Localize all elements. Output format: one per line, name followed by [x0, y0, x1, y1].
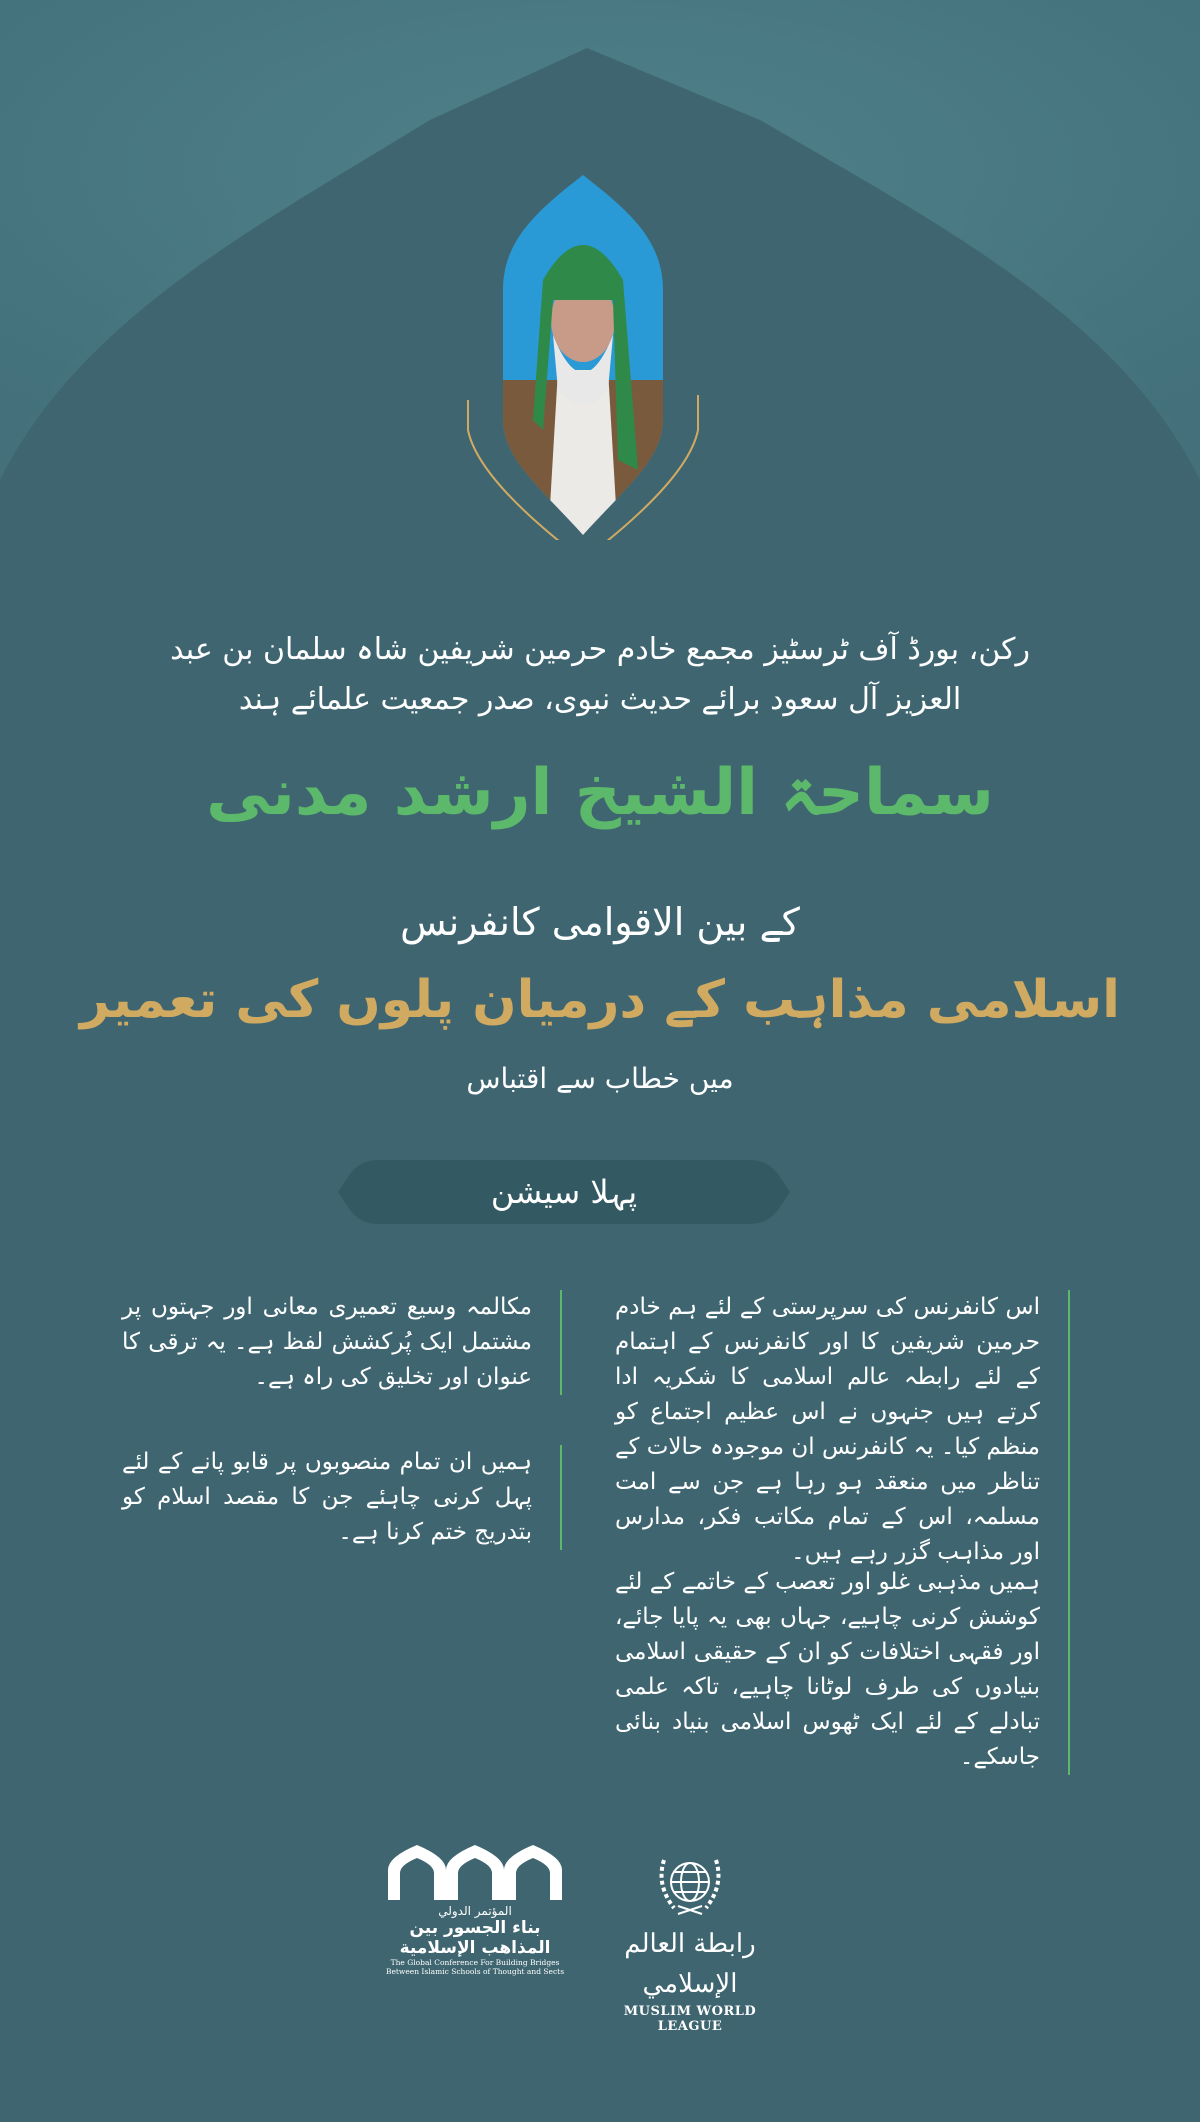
- domes-icon: [388, 1845, 563, 1900]
- quote-left-2: ہمیں ان تمام منصوبوں پر قابو پانے کے لئے پہل کرنی چاہئے جن کا مقصد اسلام کو بتدریج ختم کرنا ہے۔: [122, 1445, 562, 1550]
- conference-title: اسلامی مذاہب کے درمیان پلوں کی تعمیر: [80, 970, 1120, 1030]
- bridges-arabic-2: بناء الجسور بين: [409, 1918, 541, 1938]
- speaker-designation: [0, 625, 1200, 725]
- portrait-photo: [448, 170, 718, 540]
- mwl-arabic-name: رابطة العالم الإسلامي: [624, 1929, 756, 1999]
- bridges-english-1: The Global Conference For Building Bridges: [390, 1958, 560, 1967]
- muslim-world-league-logo: [590, 1850, 790, 2034]
- globe-wreath-icon: [654, 1850, 726, 1920]
- bridges-arabic-3: المذاهب الإسلامية: [399, 1938, 551, 1958]
- quote-label: میں خطاب سے اقتباس: [466, 1062, 734, 1095]
- conference-intro: کے بین الاقوامی کانفرنس: [400, 900, 800, 944]
- quote-left-1: مکالمہ وسیع تعمیری معانی اور جہتوں پر مشتمل ایک پُرکشش لفظ ہے۔ یہ ترقی کا عنوان اور تخلیق کی راہ ہے۔: [122, 1290, 562, 1395]
- quote-right-2: ہمیں مذہبی غلو اور تعصب کے خاتمے کے لئے کوشش کرنی چاہیے، جہاں بھی یہ پایا جائے، اور فقہی اختلافات کو ان کے حقیقی اسلامی بنیادوں کی طرف لوٹانا چاہیے، تاکہ علمی تبادلے کے لئے ایک ٹھوس اسلامی بنیاد بنائی جاسکے۔: [615, 1565, 1070, 1775]
- bridges-conference-logo: [385, 1845, 565, 1976]
- designation-line-2: العزیز آل سعود برائے حدیث نبوی، صدر جمعیت علمائے ہند: [238, 682, 962, 717]
- speaker-name: سماحۃ الشیخ ارشد مدنی: [206, 756, 994, 830]
- bridges-english-2: Between Islamic Schools of Thought and Sects: [385, 1967, 565, 1976]
- mwl-english-name: MUSLIM WORLD LEAGUE: [623, 2004, 757, 2034]
- designation-line-1: رکن، بورڈ آف ٹرسٹیز مجمع خادم حرمین شریفین شاہ سلمان بن عبد: [170, 632, 1030, 667]
- quote-right-1: اس کانفرنس کی سرپرستی کے لئے ہم خادم حرمین شریفین کا اور کانفرنس کے اہتمام کے لئے رابطہ عالم اسلامی کا شکریہ ادا کرتے ہیں جنہوں نے اس عظیم اجتماع کو منظم کیا۔ یہ کانفرنس ان موجودہ حالات کے تناظر میں منعقد ہو رہا ہے جن سے امت مسلمہ، اس کے تمام مکاتب فکر، مدارس اور مذاہب گزر رہے ہیں۔: [615, 1290, 1070, 1570]
- bridges-arabic-1: المؤتمر الدولي: [438, 1904, 512, 1918]
- session-label: پہلا سیشن: [490, 1173, 638, 1211]
